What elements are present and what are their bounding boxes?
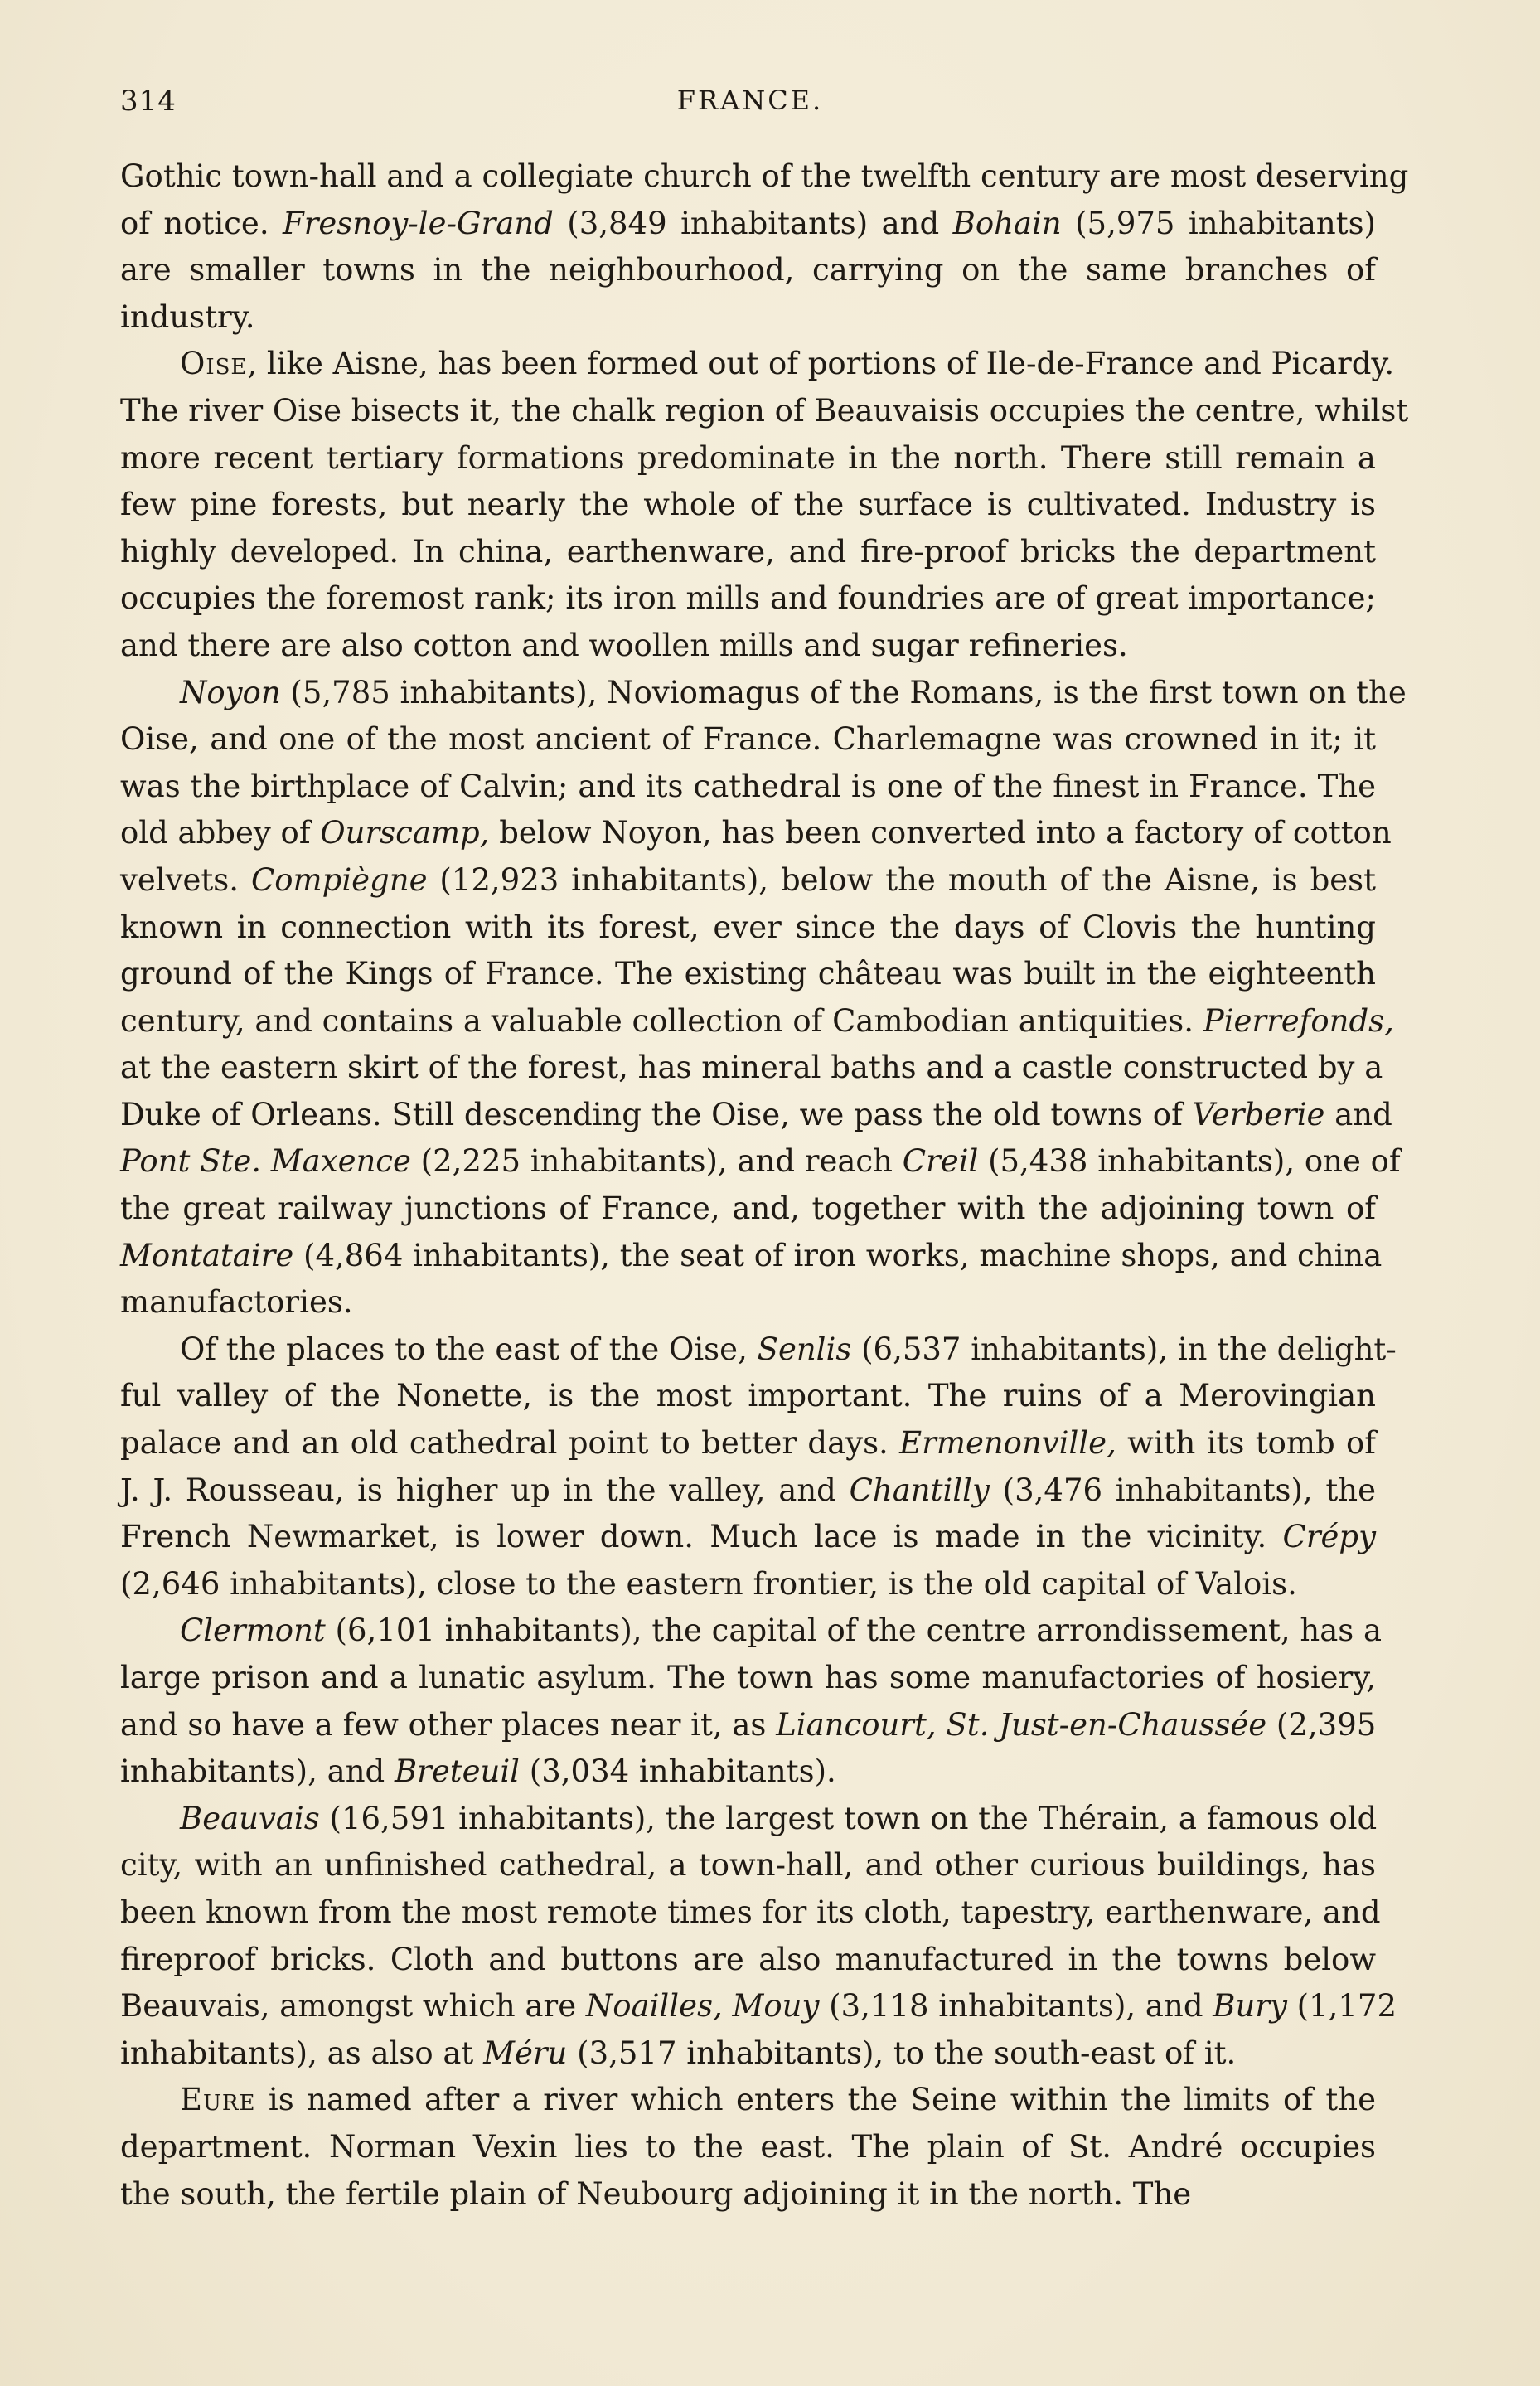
text-line bbox=[120, 904, 1376, 952]
text-run: , like Aisne, has been formed out of portions of Ile-de-France and Picardy. bbox=[247, 346, 1395, 382]
text-line bbox=[120, 716, 1376, 764]
text-run: was the birthplace of Calvin; and its cathedral is one of the finest in France. The bbox=[120, 768, 1376, 804]
italic-place-name: Crépy bbox=[1282, 1519, 1376, 1555]
text-run: of notice. bbox=[120, 205, 283, 241]
italic-place-name: Fresnoy-le-Grand bbox=[283, 205, 554, 241]
text-run: (6,101 inhabitants), the capital of the centre arrondissement, has a bbox=[325, 1612, 1383, 1649]
text-line bbox=[120, 2077, 1376, 2124]
text-line bbox=[120, 1842, 1376, 1889]
text-run: (2,646 inhabitants), close to the eastern frontier, is the old capital of Valois. bbox=[120, 1565, 1297, 1602]
italic-place-name: Breteuil bbox=[394, 1753, 521, 1790]
text-run: J. J. Rousseau, is higher up in the valley, and bbox=[120, 1472, 850, 1508]
text-run: Oise, and one of the most ancient of France. Charlemagne was crowned in it; it bbox=[120, 721, 1376, 758]
text-run: (5,438 inhabitants), one of bbox=[978, 1143, 1401, 1180]
text-line bbox=[120, 1092, 1392, 1139]
text-line bbox=[120, 623, 1376, 670]
text-line bbox=[120, 951, 1376, 998]
text-line bbox=[120, 998, 1394, 1045]
paragraph bbox=[120, 1796, 1397, 2078]
text-run: Beauvais, amongst which are bbox=[120, 1988, 586, 2025]
text-line bbox=[120, 294, 1376, 342]
text-line bbox=[120, 2171, 1376, 2219]
text-run: (6,537 inhabitants), in the delight- bbox=[851, 1331, 1397, 1367]
text-run: Gothic town-hall and a collegiate church of the twelfth century are most deserving bbox=[120, 158, 1409, 194]
paragraph bbox=[120, 1608, 1383, 1795]
text-run: French Newmarket, is lower down. Much lace is made in the vicinity. bbox=[120, 1519, 1283, 1555]
text-run: industry. bbox=[120, 298, 255, 335]
text-run: (5,785 inhabitants), Noviomagus of the Romans, is the first town on the bbox=[280, 674, 1407, 710]
text-run: are smaller towns in the neighbourhood, carrying on the same branches of bbox=[120, 252, 1376, 289]
text-line bbox=[120, 575, 1376, 623]
text-line bbox=[120, 1420, 1376, 1467]
text-run: (3,118 inhabitants), and bbox=[819, 1988, 1213, 2025]
text-run: and so have a few other places near it, as bbox=[120, 1706, 777, 1743]
italic-place-name: Pierrefonds, bbox=[1203, 1002, 1394, 1039]
text-line bbox=[120, 1796, 1376, 1843]
text-line bbox=[120, 857, 1376, 904]
text-line bbox=[120, 435, 1376, 483]
text-run: old abbey of bbox=[120, 815, 321, 851]
running-title: FRANCE. bbox=[676, 85, 824, 116]
body-text bbox=[120, 153, 1409, 2218]
text-run: century, and contains a valuable collection of Cambodian antiquities. bbox=[120, 1002, 1203, 1039]
italic-place-name: Liancourt, St. Just-en-Chaussée bbox=[776, 1706, 1267, 1743]
text-run: The river Oise bisects it, the chalk region of Beauvaisis occupies the centre, whilst bbox=[120, 392, 1409, 429]
text-run: below Noyon, has been converted into a factory of cotton bbox=[489, 815, 1392, 851]
text-line bbox=[120, 247, 1376, 294]
text-run: at the eastern skirt of the forest, has mineral baths and a castle constructed by a bbox=[120, 1050, 1383, 1086]
text-run: velvets. bbox=[120, 861, 251, 898]
text-line bbox=[120, 810, 1392, 857]
italic-place-name: Compiègne bbox=[250, 861, 428, 898]
italic-place-name: Bury bbox=[1213, 1988, 1287, 2025]
text-run: large prison and a lunatic asylum. The town has some manufactories of hosiery, bbox=[120, 1660, 1376, 1695]
text-run: city, with an unfinished cathedral, a town-hall, and other curious buildings, has bbox=[120, 1847, 1376, 1884]
text-run: highly developed. In china, earthenware, and fire-proof bricks the department bbox=[120, 533, 1376, 570]
italic-place-name: Méru bbox=[483, 2034, 568, 2071]
text-run: is named after a river which enters the Seine within the limits of the bbox=[255, 2082, 1376, 2118]
text-run: ful valley of the Nonette, is the most important. The ruins of a Merovingian bbox=[120, 1378, 1376, 1414]
text-run: the great railway junctions of France, and, together with the adjoining town of bbox=[120, 1191, 1376, 1227]
text-line bbox=[120, 1608, 1383, 1655]
italic-place-name: Beauvais bbox=[180, 1800, 320, 1836]
text-line bbox=[120, 2030, 1376, 2078]
italic-place-name: Bohain bbox=[952, 205, 1062, 241]
text-line bbox=[120, 1889, 1381, 1937]
text-run: the south, the fertile plain of Neubourg adjoining it in the north. The bbox=[120, 2175, 1192, 2212]
text-run: (3,517 inhabitants), to the south-east of it. bbox=[567, 2034, 1237, 2071]
text-line bbox=[120, 1138, 1401, 1186]
text-run: (3,034 inhabitants). bbox=[520, 1753, 836, 1790]
text-run: (4,864 inhabitants), the seat of iron works, machine shops, and china bbox=[293, 1237, 1383, 1273]
text-line bbox=[120, 1373, 1376, 1420]
text-run: and there are also cotton and woollen mills and sugar refineries. bbox=[120, 627, 1128, 663]
text-run: (1,172 bbox=[1286, 1988, 1397, 2025]
text-run: known in connection with its forest, ever since the days of Clovis the hunting bbox=[120, 909, 1376, 945]
text-run: fireproof bricks. Cloth and buttons are also manufactured in the towns below bbox=[120, 1941, 1376, 1977]
text-run: more recent tertiary formations predominate in the north. There still remain a bbox=[120, 439, 1376, 476]
text-line bbox=[120, 670, 1407, 717]
text-line bbox=[120, 482, 1376, 529]
text-run: few pine forests, but nearly the whole of the surface is cultivated. Industry is bbox=[120, 487, 1376, 523]
paragraph bbox=[120, 2077, 1376, 2218]
text-line bbox=[120, 341, 1395, 388]
text-run: (12,923 inhabitants), below the mouth of the Aisne, is best bbox=[427, 861, 1377, 898]
text-line bbox=[120, 388, 1409, 435]
text-line bbox=[120, 1561, 1376, 1608]
text-line bbox=[120, 1045, 1383, 1092]
text-line bbox=[120, 153, 1409, 201]
page-number: 314 bbox=[120, 85, 177, 118]
text-line bbox=[120, 1702, 1376, 1749]
italic-place-name: Noyon bbox=[180, 674, 281, 710]
text-run: and bbox=[1324, 1096, 1392, 1132]
small-caps-heading: Eure bbox=[180, 2082, 256, 2118]
paragraph bbox=[120, 1326, 1397, 1608]
paragraph bbox=[120, 341, 1409, 669]
text-line bbox=[120, 1937, 1376, 1984]
text-run: Duke of Orleans. Still descending the Oise, we pass the old towns of bbox=[120, 1096, 1193, 1132]
text-line bbox=[120, 1186, 1376, 1233]
italic-place-name: Chantilly bbox=[849, 1472, 990, 1508]
text-line bbox=[120, 201, 1376, 248]
text-run: (3,849 inhabitants) and bbox=[553, 205, 953, 241]
text-line bbox=[120, 1514, 1376, 1561]
text-run: occupies the foremost rank; its iron mills and foundries are of great importance; bbox=[120, 580, 1376, 617]
paragraph bbox=[120, 153, 1409, 341]
italic-place-name: Pont Ste. Maxence bbox=[120, 1143, 411, 1180]
small-caps-heading: Oise bbox=[180, 346, 248, 382]
text-run: Of the places to the east of the Oise, bbox=[180, 1331, 758, 1367]
text-run: (2,395 bbox=[1266, 1706, 1377, 1743]
italic-place-name: Montataire bbox=[120, 1237, 294, 1273]
text-run: (3,476 inhabitants), the bbox=[989, 1472, 1376, 1508]
italic-place-name: Ourscamp, bbox=[320, 815, 490, 851]
text-run: ground of the Kings of France. The existing château was built in the eighteenth bbox=[120, 956, 1376, 992]
text-run: (5,975 inhabitants) bbox=[1061, 205, 1376, 241]
text-line bbox=[120, 1748, 1376, 1796]
text-run: with its tomb of bbox=[1116, 1425, 1376, 1462]
text-run: manufactories. bbox=[120, 1284, 353, 1321]
text-line bbox=[120, 2124, 1376, 2171]
text-run: inhabitants), as also at bbox=[120, 2034, 484, 2071]
page-header bbox=[120, 85, 1380, 126]
italic-place-name: Creil bbox=[902, 1143, 979, 1180]
italic-place-name: Senlis bbox=[757, 1331, 852, 1367]
text-run: palace and an old cathedral point to better days. bbox=[120, 1425, 900, 1462]
text-line bbox=[120, 529, 1376, 576]
text-run: been known from the most remote times for its cloth, tapestry, earthenware, and bbox=[120, 1894, 1381, 1930]
text-line bbox=[120, 1279, 1376, 1326]
text-line bbox=[120, 1983, 1397, 2030]
paragraph bbox=[120, 670, 1407, 1326]
text-line bbox=[120, 1655, 1376, 1702]
text-run: department. Norman Vexin lies to the east. The plain of St. André occupies bbox=[120, 2128, 1376, 2165]
italic-place-name: Noailles, Mouy bbox=[585, 1988, 820, 2025]
text-line bbox=[120, 1233, 1383, 1280]
italic-place-name: Clermont bbox=[180, 1612, 326, 1649]
text-line bbox=[120, 764, 1376, 811]
italic-place-name: Verberie bbox=[1192, 1096, 1325, 1132]
text-run: (2,225 inhabitants), and reach bbox=[410, 1143, 903, 1180]
text-run: inhabitants), and bbox=[120, 1753, 395, 1790]
text-run: (16,591 inhabitants), the largest town on the Thérain, a famous old bbox=[319, 1800, 1378, 1836]
italic-place-name: Ermenonville, bbox=[899, 1425, 1116, 1462]
text-line bbox=[120, 1326, 1397, 1374]
text-line bbox=[120, 1467, 1376, 1515]
